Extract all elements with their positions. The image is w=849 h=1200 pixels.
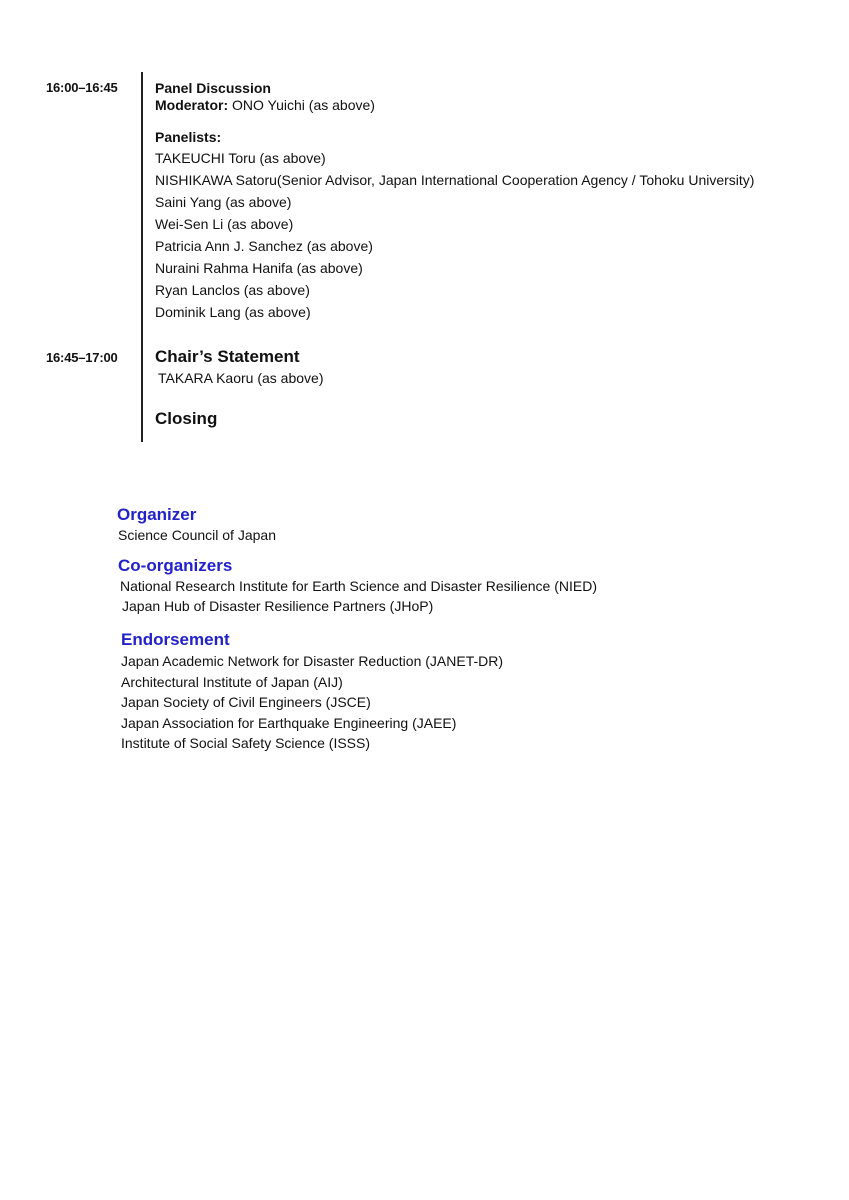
endorsement-item: Japan Society of Civil Engineers (JSCE) xyxy=(121,694,371,710)
endorsement-item: Institute of Social Safety Science (ISSS) xyxy=(121,735,371,751)
chair-person: TAKARA Kaoru (as above) xyxy=(158,370,324,386)
co-organizer-item: Japan Hub of Disaster Resilience Partners (JHoP) xyxy=(122,598,434,614)
panel-title: Panel Discussion xyxy=(155,80,271,96)
panelist-item: NISHIKAWA Satoru(Senior Advisor, Japan International Cooperation Agency / Tohoku University) xyxy=(155,172,755,188)
endorsement-item: Architectural Institute of Japan (AIJ) xyxy=(121,673,343,690)
panelists-list xyxy=(155,147,754,323)
closing-title: Closing xyxy=(155,409,218,428)
endorsement-item: Japan Academic Network for Disaster Reduction (JANET-DR) xyxy=(121,653,504,669)
organizer-heading: Organizer xyxy=(117,505,197,524)
panel-time: 16:00–16:45 xyxy=(46,80,118,95)
endorsement-heading: Endorsement xyxy=(121,630,230,649)
panelist-item: Wei-Sen Li (as above) xyxy=(155,216,294,232)
moderator-name: ONO Yuichi (as above) xyxy=(232,97,375,113)
endorsement-list xyxy=(121,651,503,754)
organizer-item: Science Council of Japan xyxy=(118,527,276,543)
co-organizer-item: National Research Institute for Earth Science and Disaster Resilience (NIED) xyxy=(120,578,597,594)
chair-statement-title: Chair’s Statement xyxy=(155,347,300,366)
panelist-item: Nuraini Rahma Hanifa (as above) xyxy=(155,260,363,276)
moderator-line xyxy=(155,97,375,113)
panelists-label: Panelists: xyxy=(155,129,222,145)
panelist-item: Dominik Lang (as above) xyxy=(155,304,311,320)
endorsement-item: Japan Association for Earthquake Engineering (JAEE) xyxy=(121,714,457,731)
panelist-item: Patricia Ann J. Sanchez (as above) xyxy=(155,238,373,254)
panelist-item: Ryan Lanclos (as above) xyxy=(155,282,310,298)
organizer-list xyxy=(118,525,276,545)
timeline-divider xyxy=(141,72,143,442)
moderator-label: Moderator: xyxy=(155,97,229,113)
co-organizers-list xyxy=(120,576,597,616)
chair-time: 16:45–17:00 xyxy=(46,350,118,365)
panelist-item: TAKEUCHI Toru (as above) xyxy=(155,150,326,166)
co-organizers-heading: Co-organizers xyxy=(118,556,233,575)
panelist-item: Saini Yang (as above) xyxy=(155,194,292,210)
